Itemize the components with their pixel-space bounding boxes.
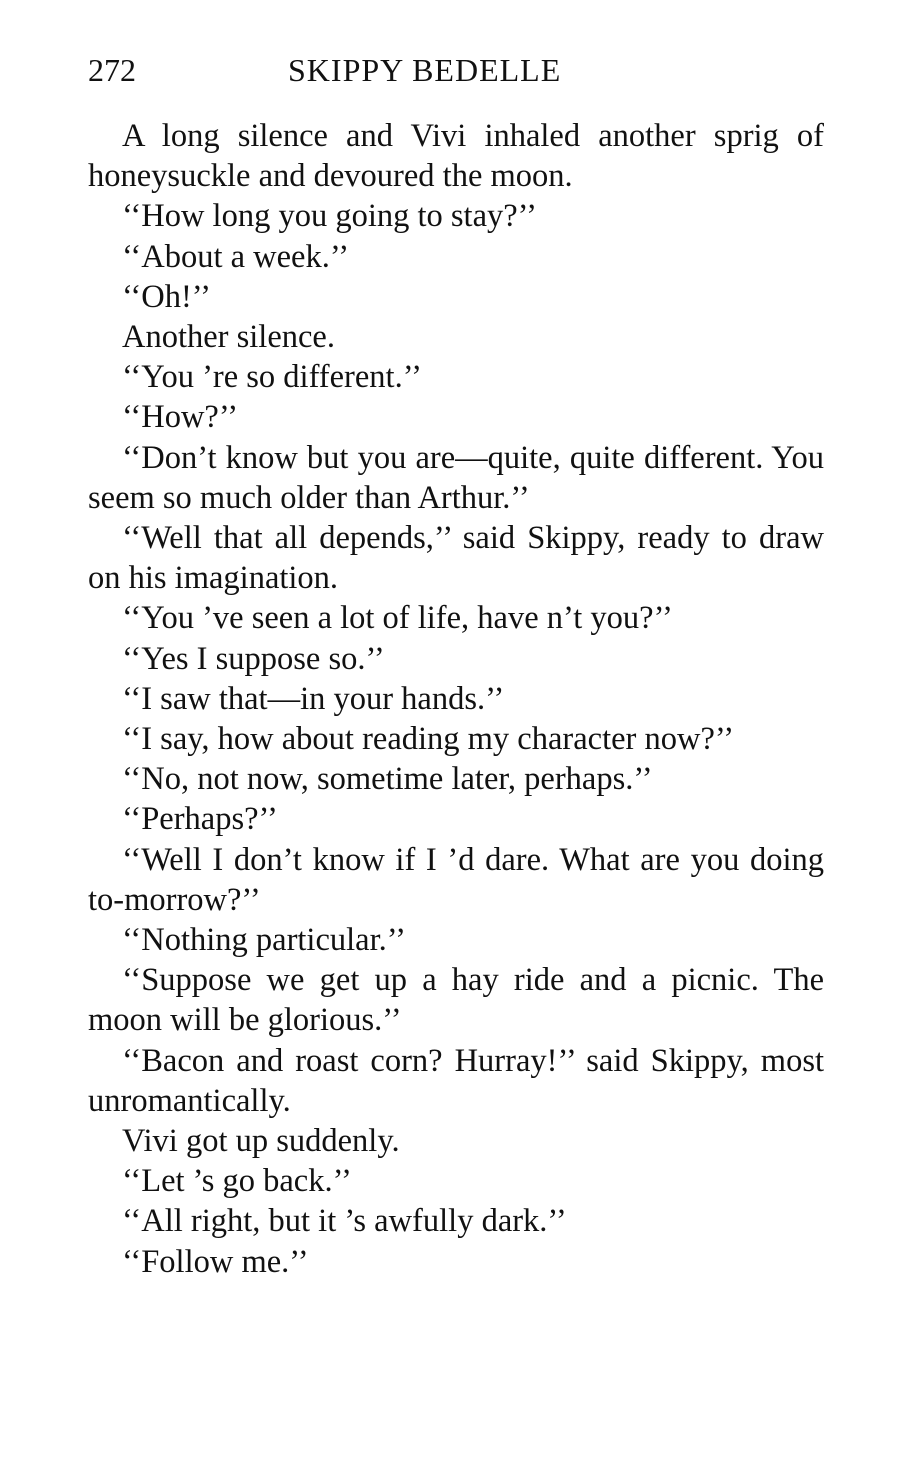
- paragraph: ‘‘You ’re so different.’’: [122, 359, 422, 396]
- paragraph: ‘‘Suppose we get up a hay ride and a picnic. The moon will be glorious.’’: [88, 962, 824, 1039]
- body-text: [88, 116, 824, 1282]
- paragraph: ‘‘Nothing particular.’’: [122, 922, 406, 959]
- page-number: 272: [88, 52, 136, 88]
- paragraph: ‘‘How long you going to stay?’’: [122, 198, 537, 235]
- paragraph: ‘‘Bacon and roast corn? Hurray!’’ said Skippy, most unromantically.: [88, 1042, 824, 1119]
- paragraph: ‘‘I saw that—in your hands.’’: [122, 680, 505, 717]
- paragraph: ‘‘Follow me.’’: [122, 1243, 309, 1280]
- paragraph: Another silence.: [122, 319, 335, 356]
- paragraph: Vivi got up suddenly.: [122, 1123, 400, 1160]
- paragraph: ‘‘Let ’s go back.’’: [122, 1163, 352, 1200]
- paragraph: A long silence and Vivi inhaled another sprig of honeysuckle and devoured the moon.: [88, 118, 824, 195]
- running-head: [88, 50, 824, 90]
- running-title: SKIPPY BEDELLE: [288, 52, 562, 88]
- paragraph: ‘‘Well I don’t know if I ’d dare. What are you doing to-morrow?’’: [88, 841, 824, 918]
- paragraph: ‘‘Well that all depends,’’ said Skippy, ready to draw on his imagination.: [88, 520, 824, 597]
- paragraph: ‘‘You ’ve seen a lot of life, have n’t you?’’: [122, 600, 673, 637]
- paragraph: ‘‘Don’t know but you are—quite, quite different. You seem so much older than Arthur.’’: [88, 439, 824, 516]
- paragraph: ‘‘No, not now, sometime later, perhaps.’’: [122, 761, 653, 798]
- paragraph: ‘‘Yes I suppose so.’’: [122, 640, 385, 677]
- paragraph: ‘‘About a week.’’: [122, 238, 350, 275]
- paragraph: ‘‘How?’’: [122, 399, 239, 436]
- paragraph: ‘‘All right, but it ’s awfully dark.’’: [122, 1203, 567, 1240]
- paragraph: ‘‘Oh!’’: [122, 278, 212, 315]
- paragraph: ‘‘I say, how about reading my character now?’’: [122, 721, 735, 758]
- paragraph: ‘‘Perhaps?’’: [122, 801, 278, 838]
